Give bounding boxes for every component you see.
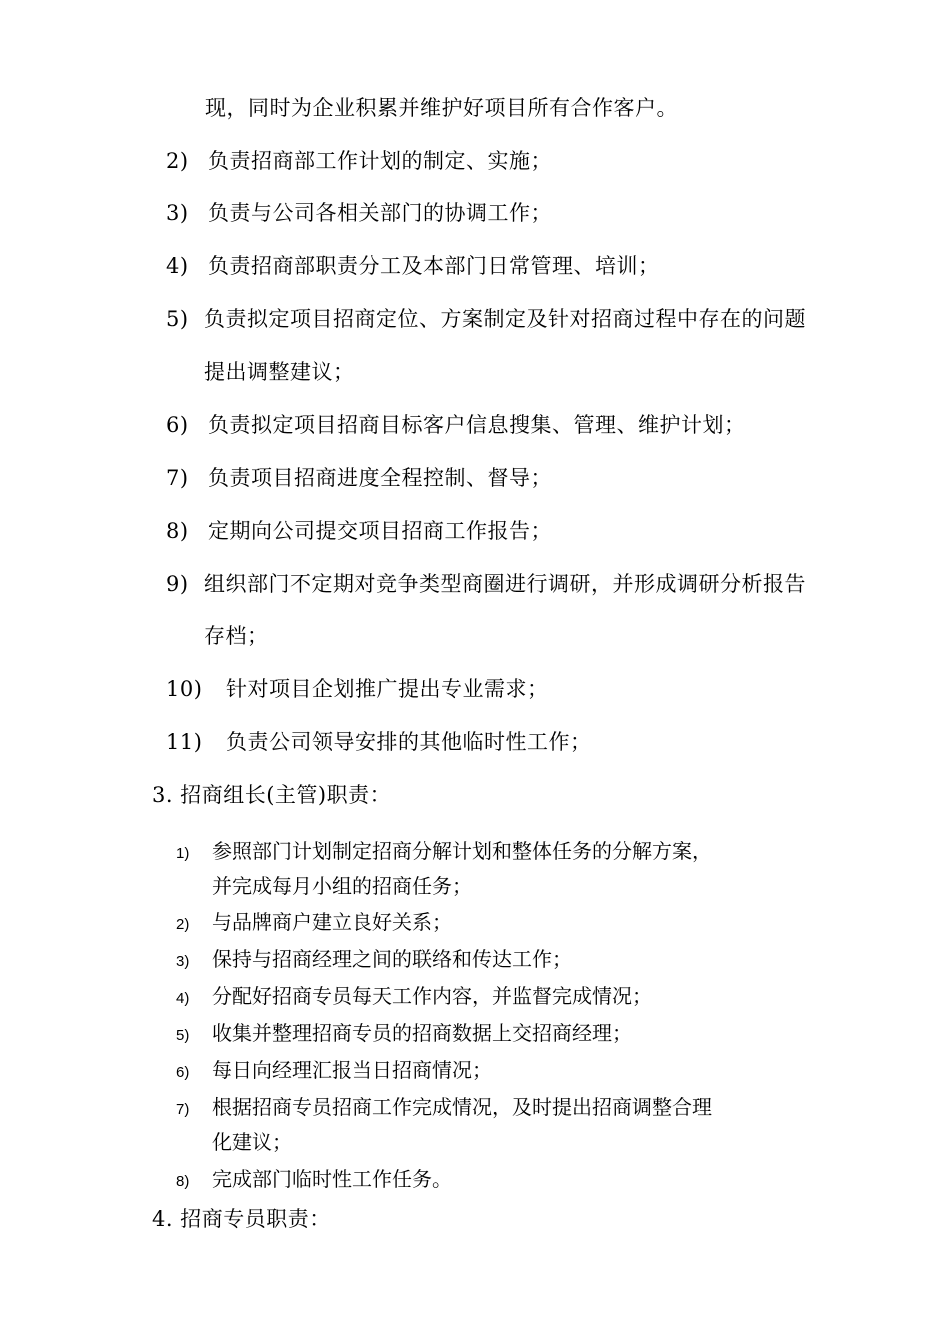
list-item [176,1018,632,1051]
item-number: 6) [166,413,189,437]
item-text: 每日向经理汇报当日招商情况； [212,1058,492,1082]
list-item [176,944,572,977]
section-heading: 4. 招商专员职责： [152,1207,331,1231]
item-text: 负责拟定项目招商目标客户信息搜集、管理、维护计划； [208,413,746,437]
item-text: 针对项目企划推广提出专业需求； [226,677,549,701]
list-item [166,463,552,493]
list-item [176,907,452,940]
list-item [176,1092,712,1125]
item-text: 参照部门计划制定招商分解计划和整体任务的分解方案， [212,839,712,863]
item-number: 8) [176,1173,190,1190]
item-number: 2) [166,149,189,173]
list-item-continuation [204,621,269,651]
item-number: 7) [176,1101,190,1118]
item-text: 负责招商部工作计划的制定、实施； [208,149,552,173]
item-text: 组织部门不定期对竞争类型商圈进行调研，并形成调研分析报告 [204,572,806,596]
list-item [166,304,806,334]
item-number: 3) [166,201,189,225]
list-item [176,1164,452,1197]
item-number: 1) [176,845,190,862]
item-text: 与品牌商户建立良好关系； [212,910,452,934]
item-number: 10) [166,677,203,701]
item-text: 并完成每月小组的招商任务； [212,874,472,898]
list-item-continuation [204,357,355,387]
item-text: 提出调整建议； [204,360,355,384]
item-text: 存档； [204,624,269,648]
item-text: 完成部门临时性工作任务。 [212,1167,452,1191]
list-item [166,569,806,599]
list-item [166,674,549,704]
list-item [176,1055,492,1088]
item-number: 4) [176,990,190,1007]
list-item [166,727,592,757]
item-number: 7) [166,466,189,490]
item-number: 9) [166,572,189,596]
list-item-continuation [212,1127,292,1157]
item-number: 6) [176,1064,190,1081]
item-text: 负责项目招商进度全程控制、督导； [208,466,552,490]
item-number: 3) [176,953,190,970]
item-text: 收集并整理招商专员的招商数据上交招商经理； [212,1021,632,1045]
list-item [166,251,660,281]
item-text: 保持与招商经理之间的联络和传达工作； [212,947,572,971]
list-item [176,836,712,869]
item-text: 负责拟定项目招商定位、方案制定及针对招商过程中存在的问题 [204,307,806,331]
item-number: 4) [166,254,189,278]
list-item [176,981,652,1014]
section-heading: 3. 招商组长(主管)职责： [152,783,392,807]
item-text: 负责与公司各相关部门的协调工作； [208,201,552,225]
item-text: 负责公司领导安排的其他临时性工作； [226,730,592,754]
item-number: 8) [166,519,189,543]
item-number: 5) [176,1027,190,1044]
item-text: 定期向公司提交项目招商工作报告； [208,519,552,543]
list-item [166,198,552,228]
item-number: 2) [176,916,190,933]
list-item [166,410,746,440]
item-text: 化建议； [212,1130,292,1154]
item-text: 根据招商专员招商工作完成情况，及时提出招商调整合理 [212,1095,712,1119]
item-text: 分配好招商专员每天工作内容，并监督完成情况； [212,984,652,1008]
item-text: 现，同时为企业积累并维护好项目所有合作客户。 [205,96,678,120]
item-number: 11) [166,730,203,754]
list-item [166,146,552,176]
item-text: 负责招商部职责分工及本部门日常管理、培训； [208,254,660,278]
list-item-continuation [212,871,472,901]
item-number: 5) [166,307,189,331]
list-item-continuation [205,93,678,123]
list-item [166,516,552,546]
